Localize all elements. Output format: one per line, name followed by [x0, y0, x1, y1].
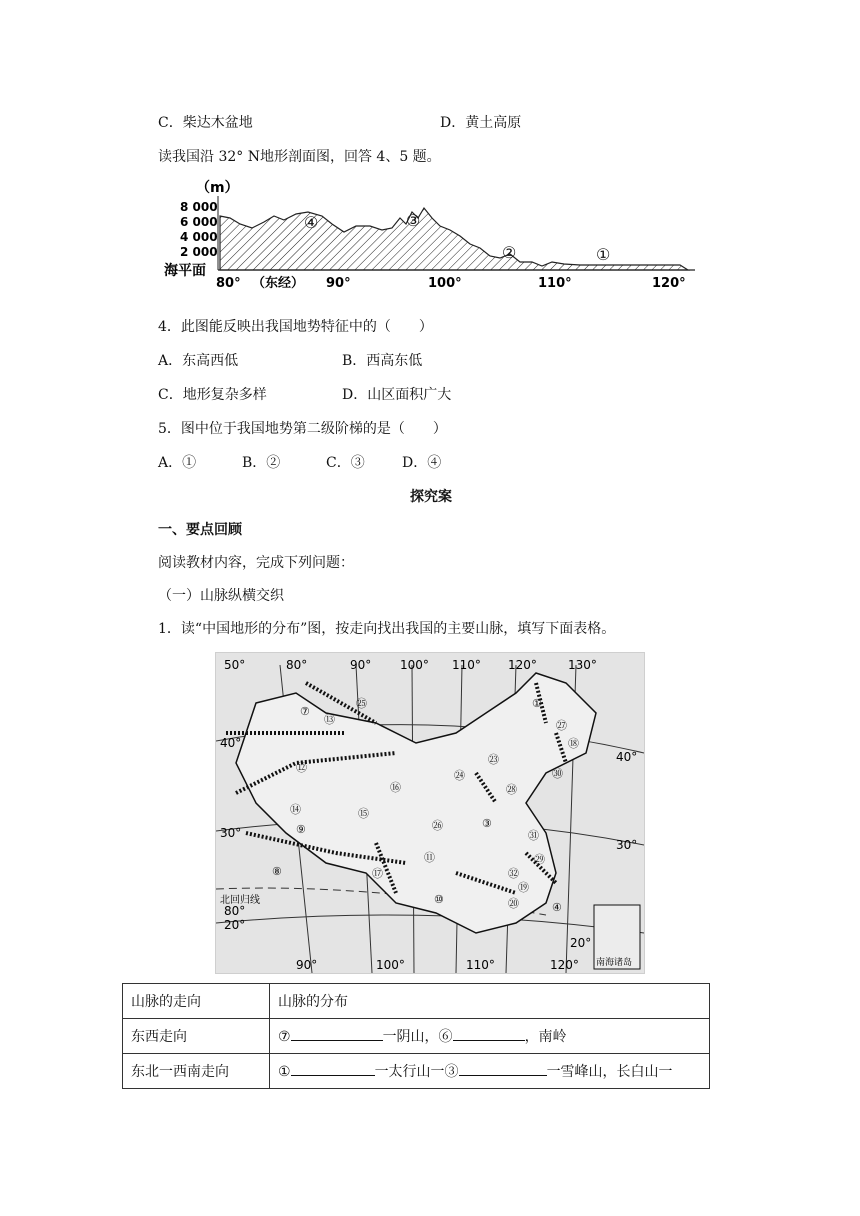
distribution-cell: [270, 1054, 710, 1089]
q4-option-b: B．西高东低: [342, 353, 423, 369]
q5-option-b: B．②: [242, 455, 281, 471]
longitude-label: 120°: [508, 658, 537, 672]
longitude-label: 100°: [376, 958, 405, 972]
china-mountain-map: [215, 652, 645, 974]
map-marker: ㉜: [508, 867, 519, 880]
longitude-label: 110°: [466, 958, 495, 972]
longitude-label: 130°: [568, 658, 597, 672]
latitude-label: 30°: [220, 826, 242, 840]
q5-option-c: C．③: [326, 455, 365, 471]
instruction: 阅读教材内容，完成下列问题：: [158, 555, 354, 571]
map-marker: ⑯: [390, 781, 401, 794]
longitude-label: 90°: [350, 658, 372, 672]
x-tick-label: 80°: [216, 276, 241, 291]
longitude-label: 110°: [452, 658, 481, 672]
q4-option-c: C．地形复杂多样: [158, 387, 267, 403]
map-marker: ㉕: [356, 697, 367, 710]
section-title: 探究案: [410, 489, 452, 505]
profile-intro: 读我国沿 32° N地形剖面图，回答 4、5 题。: [158, 149, 441, 165]
profile-unit: （m）: [196, 180, 239, 196]
latitude-label: 20°: [570, 936, 592, 950]
map-marker: ㉚: [552, 767, 563, 780]
longitude-label: 100°: [400, 658, 429, 672]
x-tick-label: 100°: [428, 276, 462, 291]
cell-text: 一阴山，⑥: [382, 1029, 453, 1045]
map-marker: ⑪: [424, 851, 435, 864]
map-marker: ①: [532, 697, 542, 710]
longitude-label: 50°: [224, 658, 246, 672]
map-marker: ⑮: [358, 807, 369, 820]
cell-text: 一太行山一③: [374, 1064, 459, 1080]
terrain-profile-figure: [160, 176, 700, 292]
q5-stem: 5．图中位于我国地势第二级阶梯的是（ ）: [158, 421, 447, 437]
map-marker: ㉔: [454, 769, 465, 782]
map-marker: ⑰: [372, 867, 383, 880]
table-row: [123, 1054, 710, 1089]
x-tick-label: 120°: [652, 276, 686, 291]
mountain-table: [122, 983, 710, 1089]
q5-option-d: D．④: [402, 455, 442, 471]
table-header-distribution: 山脉的分布: [270, 984, 710, 1019]
profile-marker: ②: [502, 243, 517, 262]
profile-marker: ④: [304, 213, 319, 232]
subsection-title: （一）山脉纵横交织: [158, 588, 284, 604]
sea-level-label: 海平面: [164, 263, 206, 279]
latitude-label: 40°: [616, 750, 638, 764]
map-marker: ④: [552, 901, 562, 914]
longitude-label: 80°: [286, 658, 308, 672]
profile-marker: ①: [596, 245, 611, 264]
cell-text: ⑦: [278, 1029, 291, 1045]
map-marker: ⑱: [568, 737, 579, 750]
profile-marker: ③: [406, 211, 421, 230]
direction-cell: 东西走向: [123, 1019, 270, 1054]
y-tick-label: 2 000: [180, 245, 218, 259]
x-tick-label: 90°: [326, 276, 351, 291]
map-marker: ⑬: [324, 713, 335, 726]
cell-text: ①: [278, 1064, 291, 1080]
map-marker: ㉙: [534, 853, 545, 866]
q3-option-d: D．黄土高原: [440, 115, 522, 131]
map-marker: ㉗: [556, 719, 567, 732]
longitude-label: 90°: [296, 958, 318, 972]
cell-text: ，南岭: [524, 1029, 567, 1045]
tropic-longitude-label: 80°: [224, 904, 246, 918]
answer-blank[interactable]: [291, 1026, 383, 1041]
longitude-label: 120°: [550, 958, 579, 972]
q4-stem: 4．此图能反映出我国地势特征中的（ ）: [158, 319, 433, 335]
distribution-cell: [270, 1019, 710, 1054]
map-marker: ⑨: [296, 823, 306, 836]
latitude-label: 40°: [220, 736, 242, 750]
q1-stem: 1．读“中国地形的分布”图，按走向找出我国的主要山脉，填写下面表格。: [158, 621, 616, 637]
q4-option-a: A．东高西低: [158, 353, 239, 369]
map-marker: ③: [482, 817, 492, 830]
map-marker: ⑧: [272, 865, 282, 878]
latitude-label: 30°: [616, 838, 638, 852]
map-marker: ⑩: [434, 893, 444, 906]
direction-cell: 东北一西南走向: [123, 1054, 270, 1089]
terrain-area: [220, 208, 688, 270]
answer-blank[interactable]: [291, 1061, 375, 1076]
map-marker: ㉖: [432, 819, 443, 832]
q3-option-c: C．柴达木盆地: [158, 115, 253, 131]
table-row: [123, 984, 710, 1019]
q5-option-a: A．①: [158, 455, 197, 471]
table-header-direction: 山脉的走向: [123, 984, 270, 1019]
tropic-label: 北回归线: [220, 895, 260, 906]
map-marker: ⑳: [508, 897, 519, 910]
map-marker: ⑫: [296, 761, 307, 774]
map-marker: ㉘: [506, 783, 517, 796]
y-tick-label: 8 000: [180, 200, 218, 214]
map-marker: ⑦: [300, 705, 310, 718]
answer-blank[interactable]: [459, 1061, 547, 1076]
map-marker: ⑲: [518, 881, 529, 894]
y-tick-label: 4 000: [180, 230, 218, 244]
map-marker: ㉛: [528, 829, 539, 842]
map-marker: ⑭: [290, 803, 301, 816]
x-axis-label: （东经）: [252, 276, 305, 291]
q4-option-d: D．山区面积广大: [342, 387, 452, 403]
latitude-label: 20°: [224, 918, 246, 932]
map-marker: ㉓: [488, 753, 499, 766]
table-row: [123, 1019, 710, 1054]
cell-text: 一雪峰山，长白山一: [546, 1064, 673, 1080]
part1-title: 一、要点回顾: [158, 522, 242, 538]
inset-label: 南海诸岛: [596, 958, 633, 968]
y-tick-label: 6 000: [180, 215, 218, 229]
answer-blank[interactable]: [453, 1026, 525, 1041]
x-tick-label: 110°: [538, 276, 572, 291]
